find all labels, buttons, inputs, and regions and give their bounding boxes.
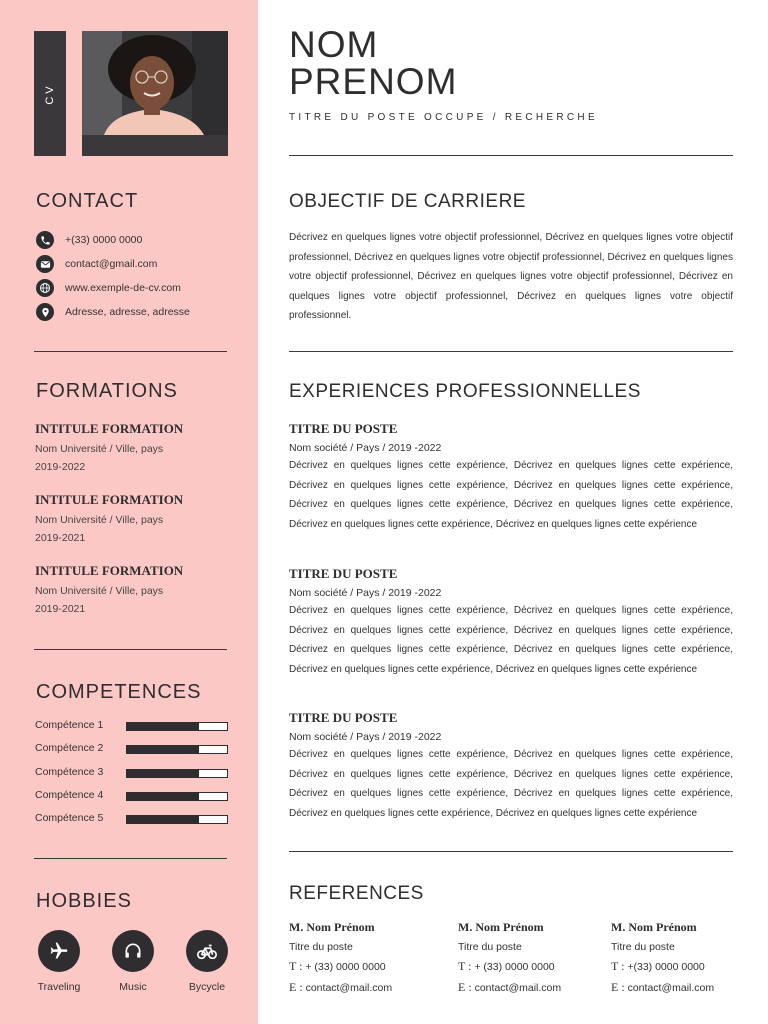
job-title: TITRE DU POSTE OCCUPE / RECHERCHE bbox=[289, 112, 598, 123]
cv-tab-label: CV bbox=[44, 82, 56, 105]
reference-email-text[interactable]: contact@mail.com bbox=[627, 982, 715, 994]
headphones-icon bbox=[112, 930, 154, 972]
first-name: PRENOM bbox=[289, 61, 458, 102]
reference-role: Titre du poste bbox=[289, 941, 353, 953]
reference-email-text[interactable]: contact@mail.com bbox=[474, 982, 562, 994]
formations-heading: FORMATIONS bbox=[36, 380, 178, 402]
contact-email bbox=[36, 255, 157, 273]
skill-level-fill bbox=[127, 746, 199, 753]
skill-label: Compétence 3 bbox=[35, 766, 104, 778]
phone-prefix: T : bbox=[289, 959, 303, 973]
formation-item bbox=[35, 492, 235, 544]
hobby-item bbox=[177, 930, 237, 993]
skill-level-bar bbox=[126, 722, 228, 731]
formation-title: INTITULE FORMATION bbox=[35, 492, 184, 507]
skill-level-bar bbox=[126, 745, 228, 754]
phone-prefix: T : bbox=[611, 959, 625, 973]
skill-level-fill bbox=[127, 770, 199, 777]
experience-title: TITRE DU POSTE bbox=[289, 421, 398, 436]
skill-level-bar bbox=[126, 815, 228, 824]
hobby-item bbox=[103, 930, 163, 993]
reference-phone-text: +(33) 0000 0000 bbox=[627, 961, 705, 973]
reference-item bbox=[458, 920, 608, 995]
contact-address bbox=[36, 303, 190, 321]
reference-phone bbox=[611, 959, 761, 974]
experience-description: Décrivez en quelques lignes cette expérience, Décrivez en quelques lignes cette expérience, Décrivez en quelques lignes cette expérience, Décrivez en quelques lignes cette expérience, Décrivez en quelques lignes cette expérience, Décrivez en quelques lignes cette expérience, Décrivez en quelques lignes cette expérience, Décrivez en quelques lignes cette expérience bbox=[289, 605, 733, 675]
experiences-heading: EXPERIENCES PROFESSIONNELLES bbox=[289, 381, 641, 402]
hobby-item bbox=[29, 930, 89, 993]
contact-address-text: Adresse, adresse, adresse bbox=[65, 306, 190, 318]
formation-title: INTITULE FORMATION bbox=[35, 421, 184, 436]
formation-years: 2019-2021 bbox=[35, 603, 86, 615]
experience-meta: Nom société / Pays / 2019 -2022 bbox=[289, 587, 442, 599]
cv-tab bbox=[34, 31, 66, 156]
contact-website-text[interactable]: www.exemple-de-cv.com bbox=[65, 282, 181, 294]
experience-title: TITRE DU POSTE bbox=[289, 710, 398, 725]
globe-icon bbox=[36, 279, 54, 297]
skill-label: Compétence 5 bbox=[35, 812, 104, 824]
last-name: NOM bbox=[289, 24, 379, 65]
skill-row bbox=[35, 719, 228, 733]
sidebar bbox=[0, 0, 258, 1024]
experience-title: TITRE DU POSTE bbox=[289, 566, 398, 581]
full-name bbox=[289, 26, 457, 100]
formation-item bbox=[35, 421, 235, 473]
formation-item bbox=[35, 563, 235, 615]
divider bbox=[289, 155, 733, 156]
skill-label: Compétence 1 bbox=[35, 719, 104, 731]
reference-role: Titre du poste bbox=[458, 941, 522, 953]
reference-email bbox=[458, 980, 608, 995]
main-content bbox=[258, 0, 768, 1024]
reference-name: M. Nom Prénom bbox=[289, 920, 375, 934]
divider bbox=[34, 649, 227, 650]
competences-heading: COMPETENCES bbox=[36, 681, 202, 703]
hobby-label: Traveling bbox=[37, 981, 81, 993]
hobby-label: Music bbox=[119, 981, 147, 993]
divider bbox=[289, 351, 733, 352]
skill-row bbox=[35, 742, 228, 756]
contact-email-text[interactable]: contact@gmail.com bbox=[65, 258, 158, 270]
experience-meta: Nom société / Pays / 2019 -2022 bbox=[289, 731, 442, 743]
skill-row bbox=[35, 766, 228, 780]
reference-role: Titre du poste bbox=[611, 941, 675, 953]
contact-website bbox=[36, 279, 181, 297]
profile-photo bbox=[82, 31, 228, 156]
reference-name: M. Nom Prénom bbox=[611, 920, 697, 934]
skill-row bbox=[35, 789, 228, 803]
mail-icon bbox=[36, 255, 54, 273]
contact-heading: CONTACT bbox=[36, 190, 139, 212]
reference-phone bbox=[289, 959, 439, 974]
skill-level-fill bbox=[127, 723, 199, 730]
formation-school: Nom Université / Ville, pays bbox=[35, 514, 164, 526]
divider bbox=[34, 351, 227, 352]
reference-item bbox=[289, 920, 439, 995]
formation-title: INTITULE FORMATION bbox=[35, 563, 184, 578]
skill-level-bar bbox=[126, 792, 228, 801]
formation-school: Nom Université / Ville, pays bbox=[35, 443, 164, 455]
skill-label: Compétence 2 bbox=[35, 742, 104, 754]
skill-row bbox=[35, 812, 228, 826]
phone-prefix: T : bbox=[458, 959, 472, 973]
reference-email bbox=[611, 980, 761, 995]
contact-phone bbox=[36, 231, 142, 249]
reference-phone bbox=[458, 959, 608, 974]
experience-description: Décrivez en quelques lignes cette expérience, Décrivez en quelques lignes cette expérience, Décrivez en quelques lignes cette expérience, Décrivez en quelques lignes cette expérience, Décrivez en quelques lignes cette expérience, Décrivez en quelques lignes cette expérience, Décrivez en quelques lignes cette expérience, Décrivez en quelques lignes cette expérience bbox=[289, 749, 733, 819]
reference-email bbox=[289, 980, 439, 995]
reference-phone-text: + (33) 0000 0000 bbox=[474, 961, 555, 973]
reference-name: M. Nom Prénom bbox=[458, 920, 544, 934]
divider bbox=[289, 851, 733, 852]
divider bbox=[34, 858, 227, 859]
reference-email-text[interactable]: contact@mail.com bbox=[305, 982, 393, 994]
email-prefix: E : bbox=[611, 980, 625, 994]
experience-item bbox=[289, 710, 733, 823]
formation-years: 2019-2022 bbox=[35, 461, 86, 473]
experience-description: Décrivez en quelques lignes cette expérience, Décrivez en quelques lignes cette expérience, Décrivez en quelques lignes cette expérience, Décrivez en quelques lignes cette expérience, Décrivez en quelques lignes cette expérience, Décrivez en quelques lignes cette expérience, Décrivez en quelques lignes cette expérience, Décrivez en quelques lignes cette expérience bbox=[289, 460, 733, 530]
objective-heading: OBJECTIF DE CARRIERE bbox=[289, 191, 526, 212]
bicycle-icon bbox=[186, 930, 228, 972]
skill-level-bar bbox=[126, 769, 228, 778]
phone-icon bbox=[36, 231, 54, 249]
references-heading: REFERENCES bbox=[289, 883, 424, 904]
airplane-icon bbox=[38, 930, 80, 972]
objective-text: Décrivez en quelques lignes votre objectif professionnel, Décrivez en quelques lignes votre objectif professionnel, Décrivez en quelques lignes votre objectif professionnel, Décrivez en quelques lignes votre objectif professionnel, Décrivez en quelques lignes votre objectif professionnel, Décrivez en quelques lignes votre objectif professionnel, Décrivez en quelques lignes votre objectif professionnel. bbox=[289, 232, 733, 321]
skill-label: Compétence 4 bbox=[35, 789, 104, 801]
hobby-label: Bycycle bbox=[188, 981, 226, 993]
formation-school: Nom Université / Ville, pays bbox=[35, 585, 164, 597]
experience-meta: Nom société / Pays / 2019 -2022 bbox=[289, 442, 442, 454]
reference-phone-text: + (33) 0000 0000 bbox=[305, 961, 386, 973]
experience-item bbox=[289, 421, 733, 534]
skill-level-fill bbox=[127, 793, 199, 800]
email-prefix: E : bbox=[458, 980, 472, 994]
experience-item bbox=[289, 566, 733, 679]
formation-years: 2019-2021 bbox=[35, 532, 86, 544]
hobbies-heading: HOBBIES bbox=[36, 890, 132, 912]
reference-item bbox=[611, 920, 761, 995]
skill-level-fill bbox=[127, 816, 199, 823]
contact-phone-text: +(33) 0000 0000 bbox=[65, 234, 143, 246]
email-prefix: E : bbox=[289, 980, 303, 994]
location-pin-icon bbox=[36, 303, 54, 321]
